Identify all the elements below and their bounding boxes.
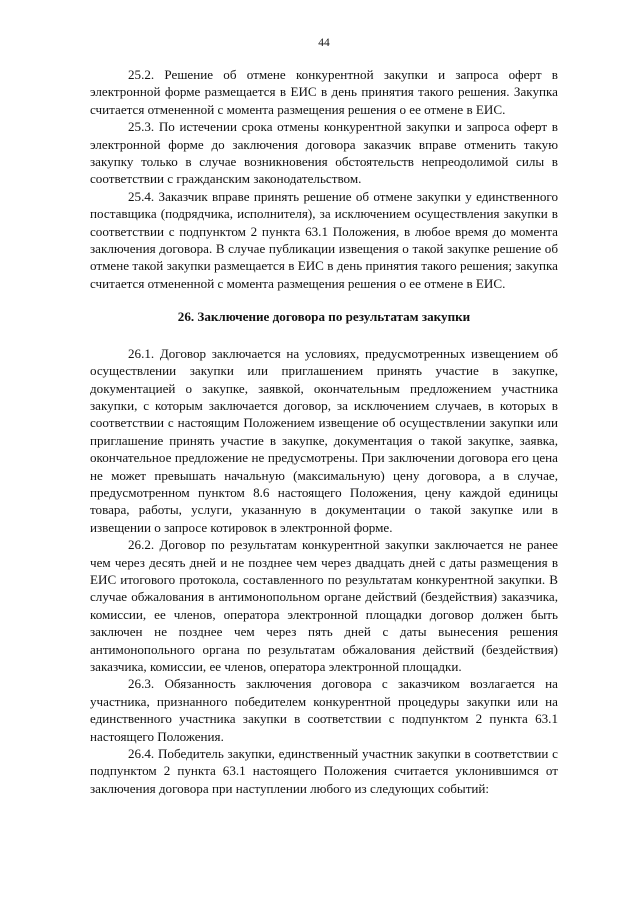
paragraph-25-3: 25.3. По истечении срока отмены конкурентной закупки и запроса оферт в электронной форме до заключения договора заказчик вправе отменить такую закупку только в случае возникновения обстоятельств непреодолимой силы в соответствии с гражданским законодательством.	[90, 119, 558, 187]
paragraph-25-2: 25.2. Решение об отмене конкурентной закупки и запроса оферт в электронной форме размещается в ЕИС в день принятия такого решения. Закупка считается отмененной с момента размещения решения о ее отмене в ЕИС.	[90, 67, 558, 117]
page-number: 44	[318, 37, 330, 49]
paragraph-26-4: 26.4. Победитель закупки, единственный участник закупки в соответствии с подпунктом 2 пункта 63.1 настоящего Положения считается уклонившимся от заключения договора при наступлении любого из следующих событий:	[90, 746, 558, 796]
paragraph-25-4: 25.4. Заказчик вправе принять решение об отмене закупки у единственного поставщика (подрядчика, исполнителя), за исключением осуществления закупки в соответствии с подпунктом 2 пункта 63.1 Положения, в любое время до момента заключения договора. В случае публикации извещения о такой закупке решение об отмене такой закупки размещается в ЕИС в день принятия такого решения; закупка считается отмененной с момента размещения решения о ее отмене в ЕИС.	[90, 188, 558, 291]
paragraph-26-3: 26.3. Обязанность заключения договора с заказчиком возлагается на участника, признанного победителем конкурентной процедуры закупки или на единственного участника закупки в соответствии с подпунктом 2 пункта 63.1 настоящего Положения.	[90, 676, 558, 744]
section-heading-26: 26. Заключение договора по результатам закупки	[177, 309, 471, 325]
paragraph-26-1: 26.1. Договор заключается на условиях, предусмотренных извещением об осуществлении закупки или приглашением принять участие в закупке, документацией о закупке, заявкой, окончательным предложением участника закупки, с которым заключается договор, за исключением случаев, в которых в соответствии с настоящим Положением извещение об осуществлении закупки или приглашение принять участие в закупке, документация о такой закупке, заявка, окончательное предложение не предусмотрены. При заключении договора его цена не может превышать начальную (максимальную) цену договора, а в случае, предусмотренном пунктом 8.6 настоящего Положения, цену каждой единицы товара, работы, услуги, указанную в документации о такой закупке или в извещении о запросе котировок в электронной форме.	[90, 345, 558, 535]
paragraph-26-2: 26.2. Договор по результатам конкурентной закупки заключается не ранее чем через десять дней и не позднее чем через двадцать дней с даты размещения в ЕИС итогового протокола, составленного по результатам конкурентной закупки. В случае обжалования в антимонопольном органе действий (бездействия) заказчика, комиссии, ее членов, оператора электронной площадки договор должен быть заключен не позднее чем через пять дней с даты вынесения решения антимонопольного органа по результатам обжалования действий (бездействия) заказчика, комиссии, ее членов, оператора электронной площадки.	[90, 537, 558, 674]
